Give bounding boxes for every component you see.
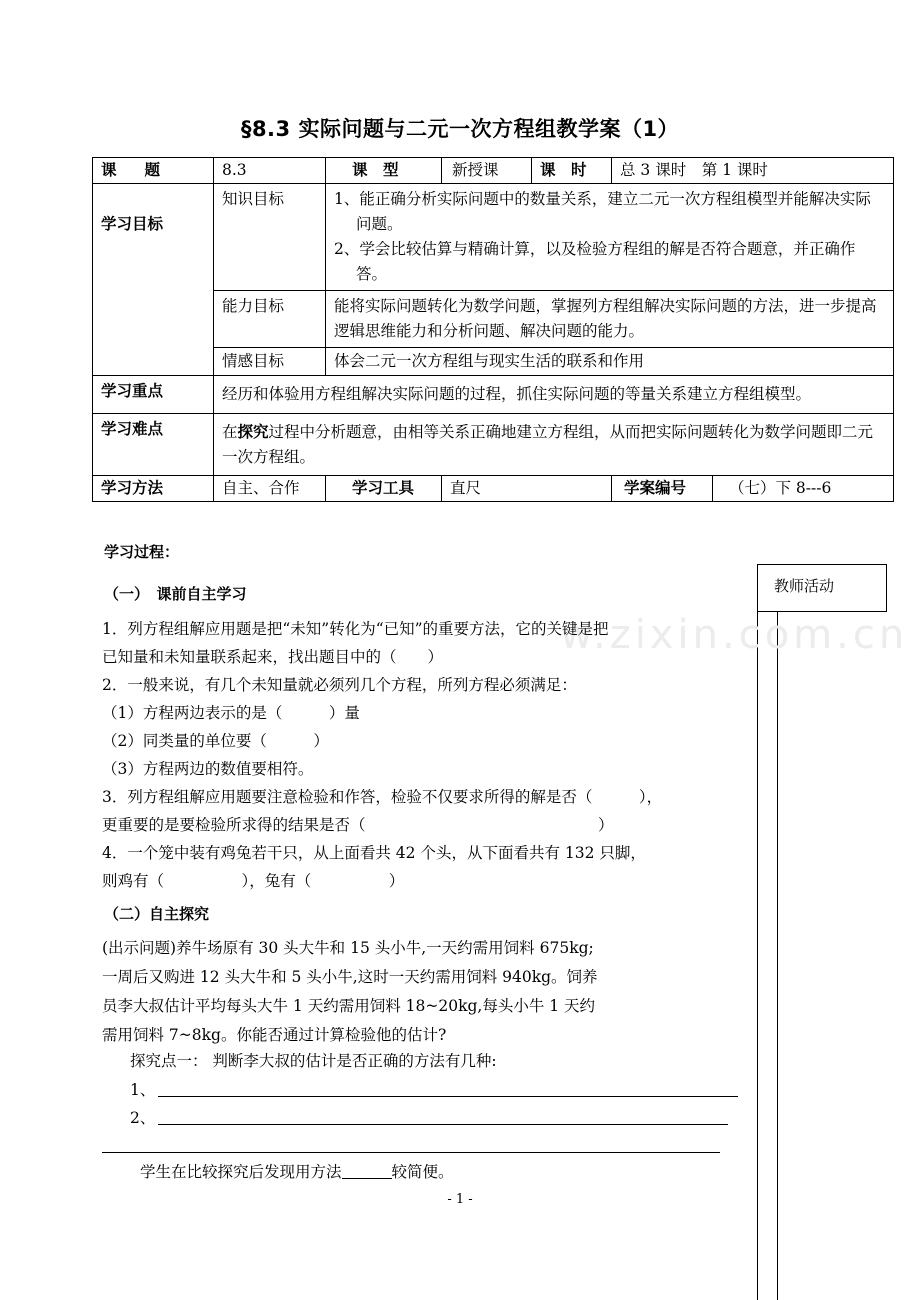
number-value: （七）下 8---6 <box>713 476 894 502</box>
label-type: 课 型 <box>326 158 442 184</box>
key-points-text: 经历和体验用方程组解决实际问题的过程，抓住实际问题的等量关系建立方程组模型。 <box>214 376 894 414</box>
tools-value: 直尺 <box>442 476 612 502</box>
watermark: w.zixin.com.cn <box>560 612 909 658</box>
problem-line: 员李大叔估计平均每头大牛 1 天约需用饲料 18~20kg,每头小牛 1 天约 <box>102 997 596 1015</box>
explore-point: 探究点一： 判断李大叔的估计是否正确的方法有几种: <box>130 1052 497 1070</box>
label-tools: 学习工具 <box>326 476 442 502</box>
section1-line: 2．一般来说，有几个未知量就必须列几个方程，所列方程必须满足： <box>102 676 577 694</box>
conclusion-blank <box>342 1160 392 1179</box>
table-row <box>93 414 894 476</box>
lesson-info-table <box>92 157 894 502</box>
teacher-activity-label: 教师活动 <box>774 577 835 595</box>
table-row <box>93 376 894 414</box>
difficulty-bold: 探究 <box>237 422 269 441</box>
section1-line: （1）方程两边表示的是（ ）量 <box>102 704 360 722</box>
label-ability: 能力目标 <box>214 291 326 348</box>
document-title: §8.3 实际问题与二元一次方程组教学案（1） <box>240 117 680 141</box>
label-knowledge: 知识目标 <box>214 184 326 291</box>
answer-item-2-label: 2、 <box>130 1109 156 1127</box>
section1-line: 3．列方程组解应用题要注意检验和作答，检验不仅要求所得的解是否（ ）， <box>102 788 663 806</box>
label-objectives: 学习目标 <box>93 184 214 376</box>
conclusion <box>140 1158 454 1186</box>
emotion-text: 体会二元一次方程组与现实生活的联系和作用 <box>326 348 894 376</box>
ability-text: 能将实际问题转化为数学问题，掌握列方程组解决实际问题的方法，进一步提高逻辑思维能力和分析问题、解决问题的能力。 <box>326 291 894 348</box>
label-method: 学习方法 <box>93 476 214 502</box>
section1-line: （2）同类量的单位要（ ） <box>102 732 329 750</box>
section2-heading: （二）自主探究 <box>104 905 210 923</box>
knowledge-cell <box>326 184 894 291</box>
section1-body <box>102 615 750 895</box>
table-row <box>93 476 894 502</box>
section1-line: 则鸡有（ ），兔有（ ） <box>102 872 405 890</box>
label-hours: 课 时 <box>532 158 612 184</box>
label-number: 学案编号 <box>612 476 713 502</box>
method-value: 自主、合作 <box>214 476 326 502</box>
label-topic: 课题 <box>93 158 214 184</box>
label-difficulty: 学习难点 <box>93 414 214 476</box>
knowledge-item-1: 1、能正确分析实际问题中的数量关系，建立二元一次方程组模型并能解决实际问题。 <box>334 190 871 233</box>
section1-line: （3）方程两边的数值要相符。 <box>102 760 314 778</box>
label-key-points: 学习重点 <box>93 376 214 414</box>
teacher-activity-box <box>757 564 887 612</box>
problem-line: 一周后又购进 12 头大牛和 5 头小牛,这时一天约需用饲料 940kg。饲养 <box>102 968 598 986</box>
difficulty-post: 过程中分析题意，由相等关系正确地建立方程组，从而把实际问题转化为数学问题即二元一次方程组。 <box>222 423 874 466</box>
table-row <box>93 348 894 376</box>
topic-value: 8.3 <box>214 158 326 184</box>
section1-line: 1．列方程组解应用题是把“未知”转化为“已知”的重要方法，它的关键是把 <box>102 620 609 638</box>
section1-heading: （一） 课前自主学习 <box>104 585 247 603</box>
section1-line: 更重要的是要检验所求得的结果是否（ ） <box>102 816 614 834</box>
answer-item-1-label: 1、 <box>130 1081 156 1099</box>
answer-line-3 <box>102 1152 720 1153</box>
table-row <box>93 158 894 184</box>
conclusion-post: 较简便。 <box>391 1163 454 1181</box>
section1-line: 4．一个笼中装有鸡兔若干只，从上面看共 42 个头，从下面看共有 132 只脚， <box>102 844 646 862</box>
table-row <box>93 184 894 291</box>
knowledge-item-2: 2、学会比较估算与精确计算，以及检验方程组的解是否符合题意，并正确作答。 <box>334 240 856 283</box>
problem-line: 需用饲料 7~8kg。你能否通过计算检验他的估计? <box>102 1026 447 1044</box>
table-row <box>93 291 894 348</box>
hours-value: 总 3 课时 第 1 课时 <box>612 158 894 184</box>
section1-line: 已知量和未知量联系起来，找出题目中的（ ） <box>102 648 444 666</box>
answer-line-1 <box>158 1096 738 1097</box>
page-number: - 1 - <box>447 1192 473 1207</box>
type-value: 新授课 <box>442 158 532 184</box>
difficulty-text <box>214 414 894 476</box>
label-emotion: 情感目标 <box>214 348 326 376</box>
conclusion-pre: 学生在比较探究后发现用方法 <box>140 1163 342 1181</box>
answer-line-2 <box>158 1124 728 1125</box>
problem-text <box>102 934 722 1050</box>
problem-line: (出示问题)养牛场原有 30 头大牛和 15 头小牛,一天约需用饲料 675kg; <box>102 939 594 957</box>
difficulty-pre: 在 <box>222 423 238 441</box>
process-heading: 学习过程： <box>104 543 180 561</box>
